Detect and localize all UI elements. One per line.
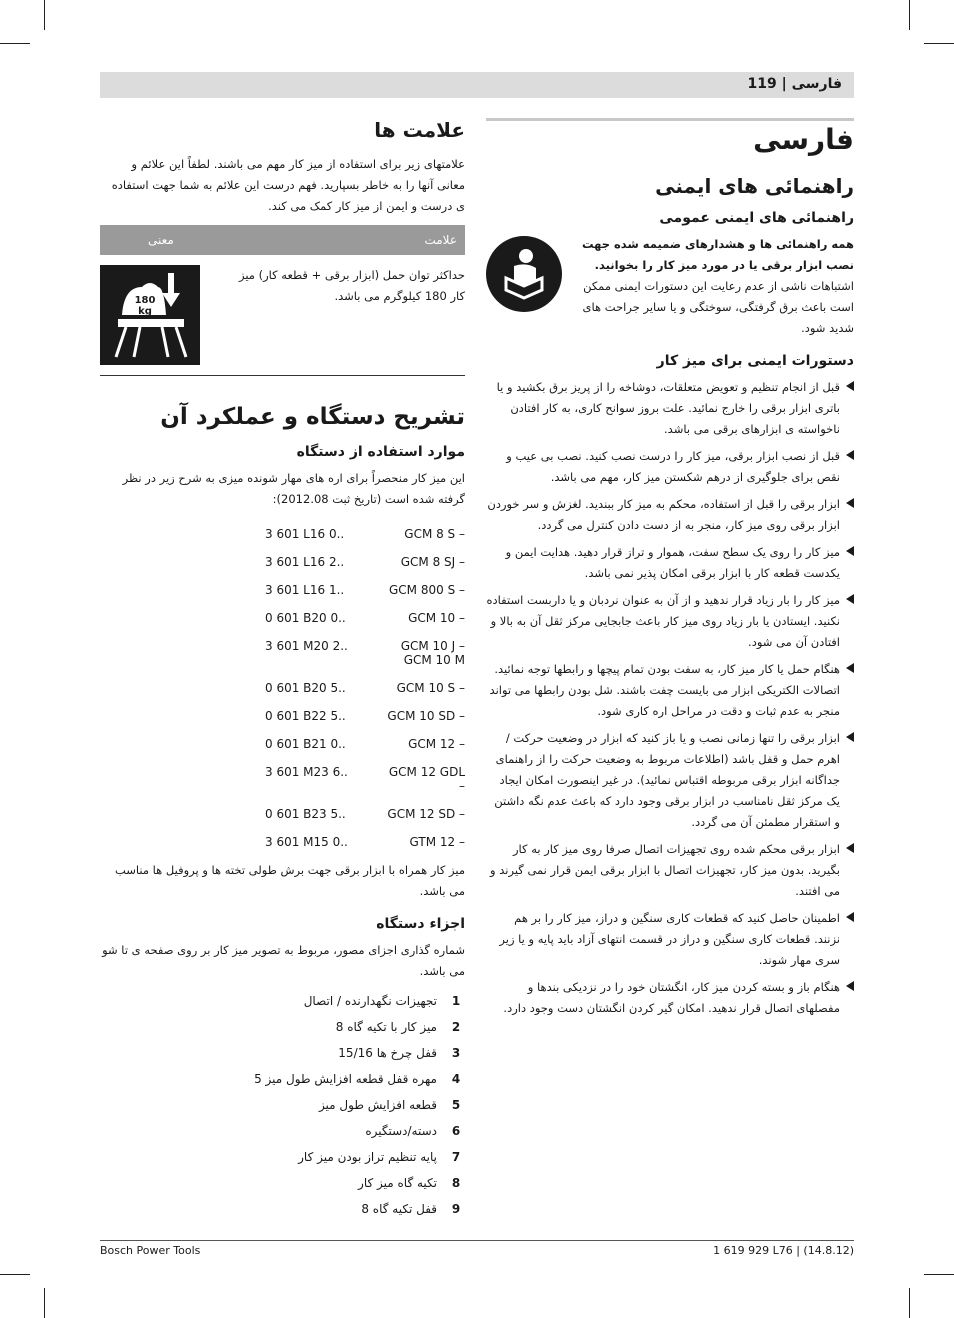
model-code: 3 601 L16 0.. (265, 527, 345, 541)
model-code: 0 601 B21 0.. (265, 737, 346, 751)
component-item (100, 1092, 465, 1118)
crop-mark (44, 1288, 45, 1318)
component-number: 4 (451, 1072, 461, 1086)
page-header-bar (100, 72, 854, 98)
left-column (100, 118, 465, 1222)
bullet-arrow-icon (846, 732, 854, 742)
compatible-models-list (265, 520, 465, 856)
symbol-description: حداکثر توان حمل (ابزار برقی + قطعه کار) میز کار 180 کیلوگرم می باشد. (238, 268, 465, 303)
bullet-arrow-icon (846, 381, 854, 391)
intended-use-after: میز کار همراه با ابزار برقی جهت برش طولی تخته ها و پروفیل ها مناسب می باشد. (114, 863, 465, 898)
model-name: GCM 10 S – (396, 681, 465, 695)
model-code: 3 601 L16 1.. (265, 583, 345, 597)
crop-mark (924, 1274, 954, 1275)
component-number: 8 (451, 1176, 461, 1190)
safety-section-heading: راهنمائی های ایمنی (655, 174, 854, 198)
language-title: فارسی (753, 123, 854, 156)
safety-bullet (486, 446, 854, 488)
safety-bullet (486, 542, 854, 584)
symbol-column-header: علامت (424, 233, 457, 247)
max-load-icon (100, 265, 200, 365)
safety-bullet (486, 494, 854, 536)
crop-mark (0, 43, 30, 44)
component-label: قفل چرخ ها 15/16 (338, 1046, 437, 1060)
model-row (265, 520, 465, 548)
crop-mark (0, 1274, 30, 1275)
component-item (100, 1066, 465, 1092)
component-number: 2 (451, 1020, 461, 1034)
safety-bullet (486, 377, 854, 440)
component-item (100, 1040, 465, 1066)
bullet-text: هنگام باز و بسته کردن میز کار، انگشتان خود را در نزدیکی بندها و مفصلهای اتصال قرار ندهید. امکان گیر کردن انگشتان دست وجود دارد. (503, 980, 840, 1015)
component-number: 3 (451, 1046, 461, 1060)
component-item (100, 1118, 465, 1144)
right-column (486, 118, 854, 1025)
safety-bullet (486, 659, 854, 722)
symbols-table-header (100, 225, 465, 255)
symbols-table-row (100, 255, 465, 376)
meaning-column-header: معنی (148, 233, 174, 247)
model-name: GCM 10 – (408, 611, 465, 625)
component-number: 9 (451, 1202, 461, 1216)
components-list (100, 988, 465, 1222)
bullet-arrow-icon (846, 546, 854, 556)
component-label: مهره قفل قطعه افزایش طول میز 5 (254, 1072, 437, 1086)
title-rule (486, 118, 854, 121)
model-name: GCM 8 S – (404, 527, 465, 541)
page-number-label: فارسی | 119 (747, 76, 842, 92)
component-label: تکیه گاه میز کار (358, 1176, 437, 1190)
model-row (265, 632, 465, 674)
warning-bold-text: همه راهنمائی ها و هشدارهای ضمیمه شده جهت نصب ابزار برقی یا در مورد میز کار را بخوانید. (581, 237, 854, 272)
bullet-text: قبل از نصب ابزار برقی، میز کار را درست نصب کنید. نصب بی عیب و نقص برای جلوگیری از درهم شکستن میز کار، مهم می باشد. (506, 449, 840, 484)
general-warning-block (486, 234, 854, 339)
footer-doc-id: 1 619 929 L76 | (14.8.12) (713, 1244, 854, 1257)
model-name: GCM 8 SJ – (400, 555, 465, 569)
model-code: 0 601 B23 5.. (265, 807, 346, 821)
crop-mark (44, 0, 45, 30)
model-code: 0 601 B20 5.. (265, 681, 346, 695)
bullet-text: میز کار را روی یک سطح سفت، هموار و تراز قرار دهید. هدایت ایمن و یکدست قطعه کار با ابزار برقی امکان پذیر نمی باشد. (505, 545, 840, 580)
model-name: GCM 12 SD – (387, 807, 465, 821)
bullet-arrow-icon (846, 663, 854, 673)
read-manual-icon (486, 236, 562, 312)
model-row (265, 674, 465, 702)
component-label: میز کار با تکیه گاه 8 (335, 1020, 437, 1034)
model-code: 3 601 M15 0.. (265, 835, 348, 849)
component-item (100, 1196, 465, 1222)
worktable-safety-heading: دستورات ایمنی برای میز کار (656, 353, 854, 369)
intended-use-heading: موارد استفاده از دستگاه (296, 444, 465, 460)
model-name: GCM 12 – (408, 737, 465, 751)
intended-use-text: این میز کار منحصراً برای اره های مهار شونده میزی به شرح زیر در نظر گرفته شده است (تاریخ ثبت 2012.08): (122, 471, 465, 506)
component-item (100, 988, 465, 1014)
bullet-text: هنگام حمل یا کار میز کار، به سفت بودن تمام پیچها و رابطها توجه نمائید. اتصالات الکتریکی ابزار می بایست چفت باشند. شل بودن رابطها می تواند منجر به عدم ثبات و دقت در مراحل اره کاری شود. (489, 662, 840, 718)
model-row (265, 548, 465, 576)
bullet-arrow-icon (846, 450, 854, 460)
component-label: دسته/دستگیره (365, 1124, 437, 1138)
model-code: 0 601 B20 0.. (265, 611, 346, 625)
model-code: 0 601 B22 5.. (265, 709, 346, 723)
model-row (265, 828, 465, 856)
model-row (265, 758, 465, 800)
component-number: 1 (451, 994, 461, 1008)
bullet-arrow-icon (846, 498, 854, 508)
model-row (265, 702, 465, 730)
component-item (100, 1144, 465, 1170)
crop-mark (924, 43, 954, 44)
bullet-arrow-icon (846, 981, 854, 991)
warning-body-text: اشتباهات ناشی از عدم رعایت این دستورات ایمنی ممکن است باعث برق گرفتگی، سوختگی و یا سایر جراحت های شدید شود. (582, 279, 854, 335)
model-row (265, 800, 465, 828)
crop-mark (909, 0, 910, 30)
component-label: قطعه افزایش طول میز (318, 1098, 437, 1112)
bullet-text: میز کار را بار زیاد قرار ندهید و از آن به عنوان نردبان و یا داربست استفاده نکنید. ایستادن یا بار زیاد روی میز کار باعث جابجایی مرکز ثقل آن به بالا و افتادن آن می شود. (486, 593, 840, 649)
component-item (100, 1170, 465, 1196)
component-number: 5 (451, 1098, 461, 1112)
bullet-arrow-icon (846, 912, 854, 922)
model-name: GTM 12 – (409, 835, 465, 849)
crop-mark (909, 1288, 910, 1318)
safety-bullet (486, 977, 854, 1019)
symbols-intro: علامتهای زیر برای استفاده از میز کار مهم می باشند. لطفاً این علائم و معانی آنها را به خاطر بسپارید. فهم درست این علائم به شما جهت استفاده ی درست و ایمن از میز کار کمک می کند. (111, 157, 465, 213)
model-name: GCM 12 GDL – (388, 765, 465, 793)
component-number: 6 (451, 1124, 461, 1138)
bullet-text: ابزار برقی را تنها زمانی نصب و یا باز کنید که ابزار در وضعیت حرکت / اهرم حمل و قفل باشد (اطلاعات مربوط به وضعیت حرکت را از راهنمای جداگانه ابزار برقی مربوطه اقتباس نمائید). در غیر اینصورت امکان ایجاد یک مرکز ثقل نامناسب در ابزار برقی وجود دارد که باعث عدم نگه داشتن و استقرار مطمئن آن می گردد. (494, 731, 840, 829)
safety-bullet (486, 728, 854, 833)
max-load-label: 180 kg (134, 295, 156, 317)
component-label: پایه تنظیم تراز بودن میز کار (298, 1150, 437, 1164)
bullet-text: ابزار برقی را قبل از استفاده، محکم به میز کار ببندید. لغزش و سر خوردن ابزار برقی روی میز کار، منجر به از دست دادن کنترل می گردد. (487, 497, 840, 532)
safety-bullet-list (486, 377, 854, 1019)
safety-bullet (486, 908, 854, 971)
model-code: 3 601 M23 6.. (265, 765, 348, 779)
bullet-arrow-icon (846, 843, 854, 853)
safety-bullet (486, 590, 854, 653)
symbols-table (100, 225, 465, 376)
components-intro: شماره گذاری اجزای مصور، مربوط به تصویر میز کار بر روی صفحه ی تا شو می باشد. (102, 943, 465, 978)
component-number: 7 (451, 1150, 461, 1164)
warning-text (572, 234, 854, 339)
model-row (265, 576, 465, 604)
model-name: GCM 10 J – GCM 10 M (400, 639, 465, 667)
general-safety-heading: راهنمائی های ایمنی عمومی (659, 210, 854, 226)
model-code: 3 601 L16 2.. (265, 555, 345, 569)
model-name: GCM 10 SD – (387, 709, 465, 723)
bullet-text: قبل از انجام تنظیم و تعویض متعلقات، دوشاخه را از پریز برق بکشید و یا باتری ابزار برقی را خارج نمائید. علت بروز سوانح کاری، به کار افتادن ناخواسته ی ابزارهای برقی می باشد. (496, 380, 840, 436)
components-heading: اجزاء دستگاه (376, 916, 465, 932)
footer-brand: Bosch Power Tools (100, 1244, 201, 1257)
bullet-arrow-icon (846, 594, 854, 604)
bullet-text: اطمینان حاصل کنید که قطعات کاری سنگین و دراز، میز کار را بر هم نزنند. قطعات کاری سنگین و دراز در قسمت انتهای آزاد باید پایه و یا زیر سری مهار شوند. (499, 911, 840, 967)
description-heading: تشریح دستگاه و عملکرد آن (160, 404, 465, 430)
symbols-heading: علامت ها (374, 118, 465, 142)
component-item (100, 1014, 465, 1040)
model-code: 3 601 M20 2.. (265, 639, 348, 653)
component-label: تجهیزات نگهدارنده / اتصال (303, 994, 437, 1008)
bullet-text: ابزار برقی محکم شده روی تجهیزات اتصال صرفا روی میز کار به کار بگیرید. بدون میز کار، تجهیزات اتصال با ابزار برقی ایمن قرار نمی گیرند و می افتند. (490, 842, 840, 898)
component-label: قفل تکیه گاه 8 (361, 1202, 437, 1216)
safety-bullet (486, 839, 854, 902)
model-name: GCM 800 S – (389, 583, 465, 597)
model-row (265, 604, 465, 632)
model-row (265, 730, 465, 758)
footer-rule (100, 1240, 854, 1241)
